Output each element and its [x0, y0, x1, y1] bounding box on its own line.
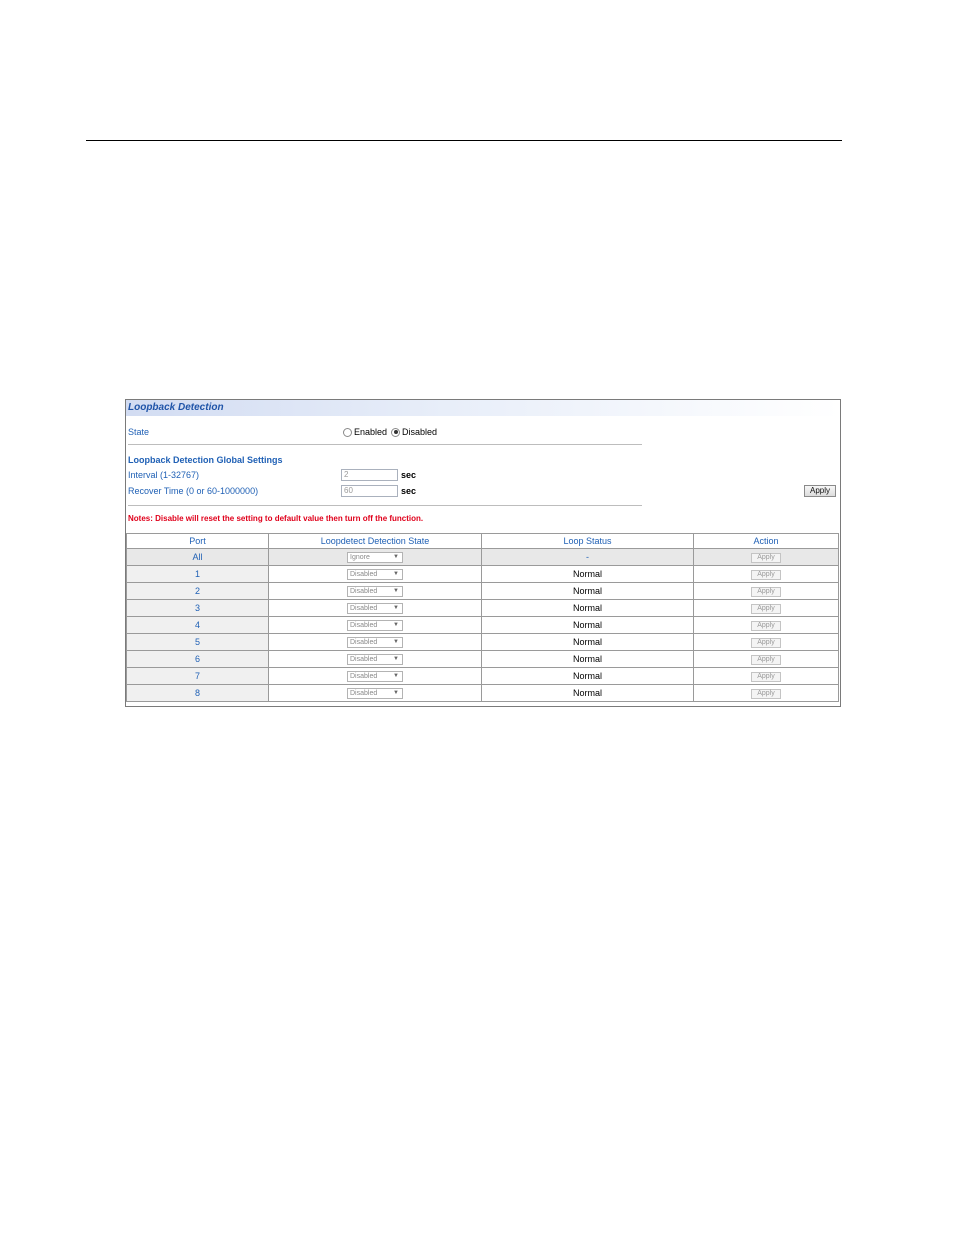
loop-status-cell: Normal	[482, 566, 694, 583]
detection-state-cell	[269, 634, 482, 651]
row-apply-button[interactable]: Apply	[751, 689, 781, 699]
port-cell: 4	[127, 617, 269, 634]
detection-state-cell	[269, 668, 482, 685]
interval-unit: sec	[401, 470, 417, 480]
row-apply-button[interactable]: Apply	[751, 638, 781, 648]
column-header-port: Port	[127, 534, 269, 549]
table-row	[127, 600, 839, 617]
section-divider	[128, 444, 642, 445]
row-apply-button[interactable]: Apply	[751, 621, 781, 631]
chevron-down-icon: ▼	[393, 639, 399, 646]
page-header-rule	[86, 140, 842, 141]
detection-state-value: Disabled	[350, 622, 378, 630]
row-apply-button[interactable]: Apply	[751, 553, 781, 563]
loop-status-cell: Normal	[482, 668, 694, 685]
loop-status-cell: Normal	[482, 583, 694, 600]
port-cell: 6	[127, 651, 269, 668]
detection-state-cell	[269, 566, 482, 583]
action-cell	[694, 634, 839, 651]
action-cell	[694, 668, 839, 685]
action-cell	[694, 600, 839, 617]
loop-status-cell: Normal	[482, 634, 694, 651]
chevron-down-icon: ▼	[393, 690, 399, 697]
detection-state-select[interactable]	[347, 603, 403, 614]
table-header-row	[127, 534, 839, 549]
chevron-down-icon: ▼	[393, 554, 399, 561]
detection-state-value: Disabled	[350, 690, 378, 698]
detection-state-select[interactable]	[347, 620, 403, 631]
chevron-down-icon: ▼	[393, 605, 399, 612]
recover-time-label: Recover Time (0 or 60-1000000)	[128, 486, 259, 496]
column-header-detection-state: Loopdetect Detection State	[269, 534, 482, 549]
detection-state-cell	[269, 617, 482, 634]
detection-state-value: Disabled	[350, 673, 378, 681]
state-disabled-label[interactable]: Disabled	[402, 427, 438, 437]
loopback-detection-panel	[125, 399, 841, 707]
column-header-action: Action	[694, 534, 839, 549]
detection-state-value: Ignore	[350, 554, 370, 562]
detection-state-select[interactable]	[347, 586, 403, 597]
loop-status-cell: Normal	[482, 617, 694, 634]
detection-state-select[interactable]	[347, 671, 403, 682]
row-apply-button[interactable]: Apply	[751, 570, 781, 580]
detection-state-select[interactable]	[347, 688, 403, 699]
loop-status-cell: Normal	[482, 651, 694, 668]
recover-time-input[interactable]: 60	[341, 485, 398, 497]
detection-state-select[interactable]	[347, 552, 403, 563]
chevron-down-icon: ▼	[393, 656, 399, 663]
port-cell: 1	[127, 566, 269, 583]
action-cell	[694, 583, 839, 600]
state-label: State	[128, 427, 150, 437]
detection-state-value: Disabled	[350, 588, 378, 596]
table-row	[127, 583, 839, 600]
detection-state-cell	[269, 583, 482, 600]
row-apply-button[interactable]: Apply	[751, 672, 781, 682]
table-row	[127, 566, 839, 583]
panel-title: Loopback Detection	[126, 400, 840, 416]
action-cell	[694, 566, 839, 583]
table-row	[127, 651, 839, 668]
state-enabled-label[interactable]: Enabled	[354, 427, 388, 437]
chevron-down-icon: ▼	[393, 588, 399, 595]
row-apply-button[interactable]: Apply	[751, 655, 781, 665]
port-cell: 2	[127, 583, 269, 600]
loop-status-cell: Normal	[482, 685, 694, 702]
port-settings-table	[126, 533, 839, 702]
table-row	[127, 634, 839, 651]
state-enabled-radio[interactable]	[343, 428, 352, 437]
detection-state-value: Disabled	[350, 571, 378, 579]
detection-state-cell	[269, 685, 482, 702]
detection-state-value: Disabled	[350, 605, 378, 613]
disable-note: Notes: Disable will reset the setting to default value then turn off the function.	[128, 514, 424, 523]
action-cell	[694, 617, 839, 634]
detection-state-cell	[269, 600, 482, 617]
interval-label: Interval (1-32767)	[128, 470, 200, 480]
row-apply-button[interactable]: Apply	[751, 587, 781, 597]
state-radio-group	[343, 426, 441, 438]
table-row	[127, 617, 839, 634]
column-header-loop-status: Loop Status	[482, 534, 694, 549]
port-cell: 5	[127, 634, 269, 651]
chevron-down-icon: ▼	[393, 622, 399, 629]
port-cell: All	[127, 549, 269, 566]
action-cell	[694, 685, 839, 702]
global-settings-title: Loopback Detection Global Settings	[128, 455, 283, 465]
interval-input[interactable]: 2	[341, 469, 398, 481]
global-apply-button[interactable]: Apply	[804, 485, 836, 497]
section-divider	[128, 505, 642, 506]
action-cell	[694, 651, 839, 668]
row-apply-button[interactable]: Apply	[751, 604, 781, 614]
detection-state-value: Disabled	[350, 639, 378, 647]
detection-state-select[interactable]	[347, 654, 403, 665]
table-row	[127, 685, 839, 702]
recover-time-unit: sec	[401, 486, 417, 496]
chevron-down-icon: ▼	[393, 571, 399, 578]
detection-state-select[interactable]	[347, 637, 403, 648]
detection-state-value: Disabled	[350, 656, 378, 664]
action-cell	[694, 549, 839, 566]
state-disabled-radio[interactable]	[391, 428, 400, 437]
port-cell: 3	[127, 600, 269, 617]
port-cell: 7	[127, 668, 269, 685]
detection-state-cell	[269, 549, 482, 566]
loop-status-cell: Normal	[482, 600, 694, 617]
table-row	[127, 549, 839, 566]
loop-status-cell: -	[482, 549, 694, 566]
detection-state-select[interactable]	[347, 569, 403, 580]
port-cell: 8	[127, 685, 269, 702]
table-row	[127, 668, 839, 685]
chevron-down-icon: ▼	[393, 673, 399, 680]
detection-state-cell	[269, 651, 482, 668]
